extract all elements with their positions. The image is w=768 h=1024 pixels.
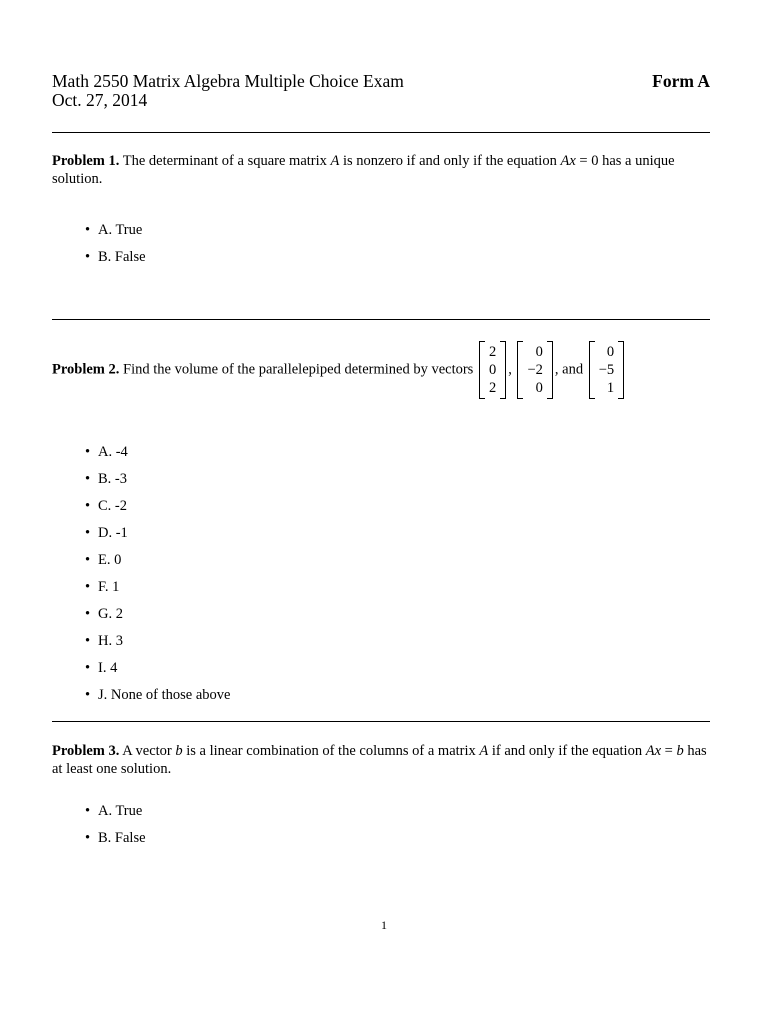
option-item: • D. -1 [85,524,710,551]
problem-1-label: Problem 1. [52,153,120,169]
vector-1 [479,341,506,399]
problem-3-options [52,802,710,856]
option-item: • F. 1 [85,578,710,605]
exam-header [52,72,710,110]
problem-text: is a linear combination of the columns of a matrix [182,743,480,759]
divider [52,319,710,320]
problem-text: = 0 has a unique solution. [52,153,675,187]
option-item: • A. True [85,802,710,829]
math-symbol: b [676,743,684,759]
option-item: • B. False [85,829,710,856]
option-item: • E. 0 [85,551,710,578]
problem-text: if and only if the equation [488,743,646,759]
problem-text: The determinant of a square matrix [122,153,331,169]
problem-1-statement [52,152,710,188]
problem-1-options [52,221,710,275]
separator: , [508,361,512,378]
problem-text: Find the volume of the parallelepiped determined by vectors [123,361,474,378]
option-item: • C. -2 [85,497,710,524]
vector-entry: −2 [527,362,543,378]
divider [52,721,710,722]
problem-text: = [661,743,677,759]
exam-page [52,72,710,856]
option-item: • B. False [85,248,710,275]
problem-2-statement [52,341,710,399]
option-item: • J. None of those above [85,686,710,713]
vector-entry: 0 [535,380,543,396]
problem-text: A vector [122,743,176,759]
problem-2-label: Problem 2. [52,361,120,378]
vector-entry: 2 [488,380,497,396]
divider [52,132,710,133]
exam-title: Math 2550 Matrix Algebra Multiple Choice Exam [52,71,404,91]
vector-entry: 1 [606,380,615,396]
vector-entry: 0 [606,344,615,360]
vector-entry: 0 [488,362,497,378]
exam-form-label: Form A [652,71,710,91]
problem-3-label: Problem 3. [52,743,120,759]
vector-entry: 0 [535,344,543,360]
vector-entry: −5 [598,362,615,378]
option-item: • H. 3 [85,632,710,659]
math-symbol: Ax [560,153,576,169]
separator: , and [554,361,584,378]
option-item: • G. 2 [85,605,710,632]
vector-entry: 2 [488,344,497,360]
option-item: • A. -4 [85,443,710,470]
math-symbol: A [330,153,340,169]
option-item: • A. True [85,221,710,248]
math-symbol: Ax [645,743,662,759]
vector-3 [589,341,624,399]
problem-3-statement [52,742,710,778]
page-number: 1 [381,918,387,932]
option-item: • B. -3 [85,470,710,497]
math-symbol: A [479,743,489,759]
math-symbol: b [175,743,183,759]
exam-date: Oct. 27, 2014 [52,90,148,110]
problem-text: is nonzero if and only if the equation [339,153,561,169]
problem-text: has at least one solution. [52,743,707,777]
vector-2 [517,341,552,399]
option-item: • I. 4 [85,659,710,686]
problem-2-options [52,443,710,713]
